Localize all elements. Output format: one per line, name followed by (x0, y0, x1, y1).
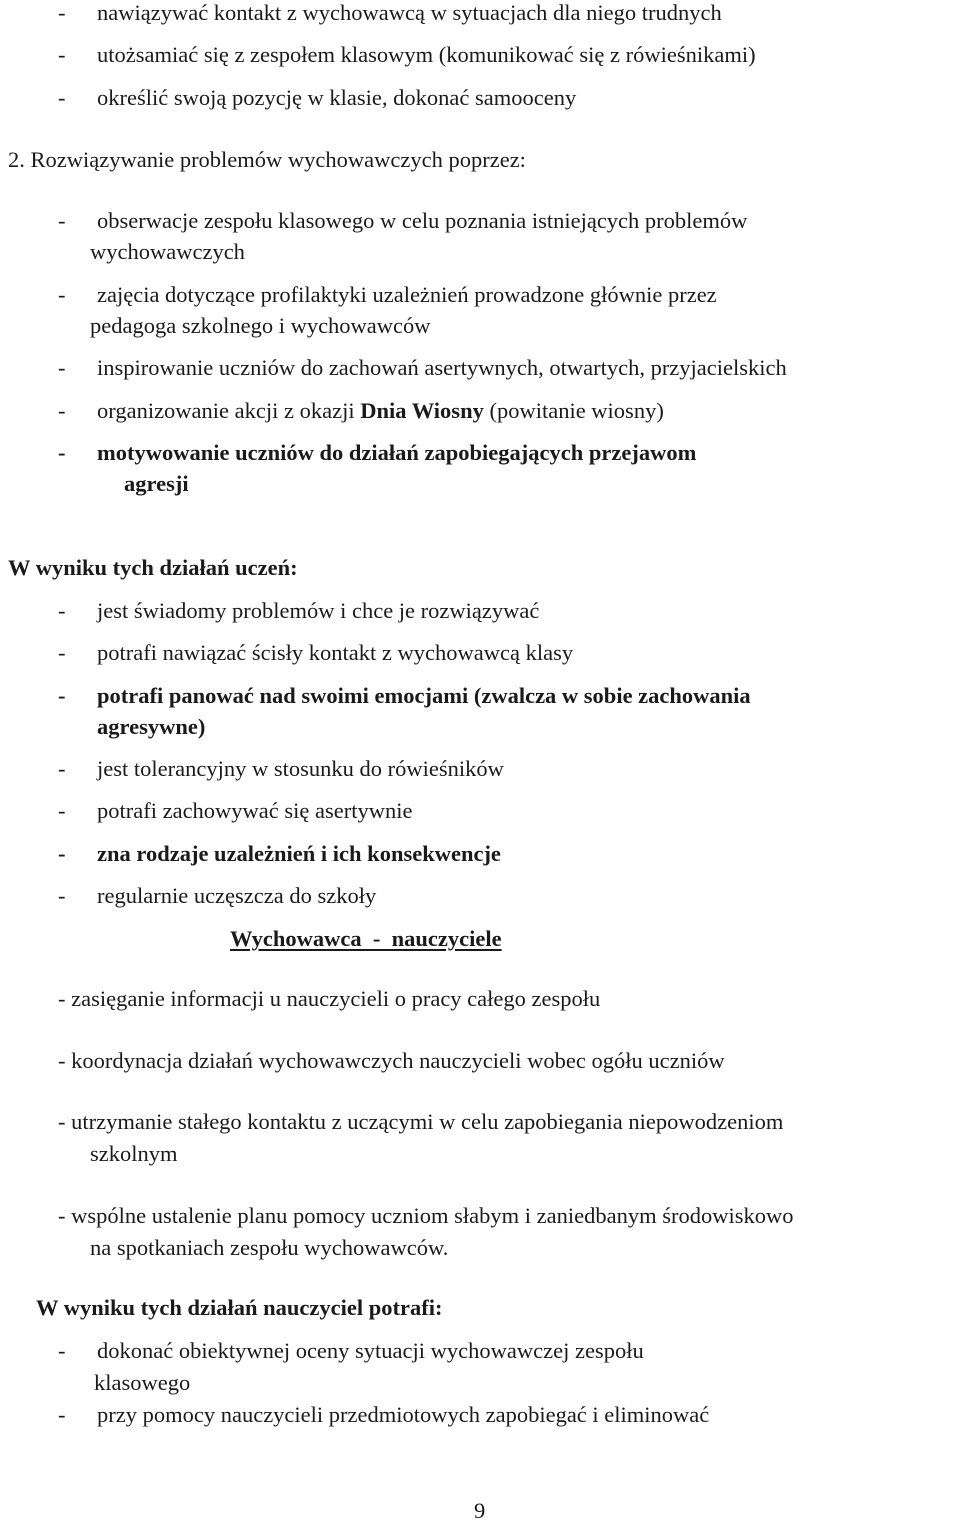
list-item: obserwacje zespołu klasowego w celu poznania istniejących problemów (97, 208, 748, 233)
list-dash: - (58, 1338, 66, 1363)
list-item: jest świadomy problemów i chce je rozwiązywać (97, 598, 540, 623)
section-heading: W wyniku tych działań uczeń: (8, 555, 298, 580)
list-item: - utrzymanie stałego kontaktu z uczącymi w celu zapobiegania niepowodzeniom (58, 1109, 784, 1134)
list-item: zna rodzaje uzależnień i ich konsekwencje (97, 841, 501, 866)
list-item: - koordynacja działań wychowawczych nauczycieli wobec ogółu uczniów (58, 1048, 725, 1073)
list-item: zajęcia dotyczące profilaktyki uzależnień prowadzone głównie przez (97, 282, 717, 307)
list-item: dokonać obiektywnej oceny sytuacji wychowawczej zespołu (97, 1338, 644, 1363)
section-heading: Wychowawca - nauczyciele (230, 926, 502, 951)
list-dash: - (58, 883, 66, 908)
list-item-continuation: agresji (124, 471, 189, 496)
list-dash: - (58, 1402, 66, 1427)
list-item: utożsamiać się z zespołem klasowym (komunikować się z rówieśnikami) (97, 42, 756, 67)
list-item-continuation: klasowego (94, 1370, 191, 1395)
list-item-continuation: pedagoga szkolnego i wychowawców (90, 313, 431, 338)
section-heading: 2. Rozwiązywanie problemów wychowawczych poprzez: (8, 147, 526, 172)
list-dash: - (58, 0, 66, 25)
list-dash: - (58, 798, 66, 823)
list-item: nawiązywać kontakt z wychowawcą w sytuacjach dla niego trudnych (97, 0, 722, 25)
emphasis-text: Dnia Wiosny (360, 398, 484, 423)
list-dash: - (58, 683, 66, 708)
list-item-continuation: wychowawczych (90, 239, 245, 264)
list-item: motywowanie uczniów do działań zapobiegających przejawom (97, 440, 697, 465)
list-item: - wspólne ustalenie planu pomocy uczniom słabym i zaniedbanym środowiskowo (58, 1203, 794, 1228)
list-item-text: organizowanie akcji z okazji (97, 398, 361, 423)
list-item-continuation: agresywne) (97, 714, 206, 739)
list-item: przy pomocy nauczycieli przedmiotowych zapobiegać i eliminować (97, 1402, 710, 1427)
list-item: potrafi nawiązać ścisły kontakt z wychowawcą klasy (97, 640, 574, 665)
list-dash: - (58, 756, 66, 781)
list-dash: - (58, 85, 66, 110)
page-number: 9 (474, 1498, 486, 1523)
list-dash: - (58, 282, 66, 307)
list-item (97, 400, 664, 423)
list-item-text: (powitanie wiosny) (483, 398, 664, 423)
list-dash: - (58, 42, 66, 67)
list-dash: - (58, 208, 66, 233)
list-dash: - (58, 398, 66, 423)
list-item: potrafi panować nad swoimi emocjami (zwalcza w sobie zachowania (97, 683, 751, 708)
list-item: - zasięganie informacji u nauczycieli o pracy całego zespołu (58, 986, 601, 1011)
list-item: określić swoją pozycję w klasie, dokonać samooceny (97, 85, 577, 110)
list-item-continuation: na spotkaniach zespołu wychowawców. (90, 1235, 449, 1260)
list-item: inspirowanie uczniów do zachowań asertywnych, otwartych, przyjacielskich (97, 355, 787, 380)
list-item: jest tolerancyjny w stosunku do rówieśników (97, 756, 504, 781)
list-dash: - (58, 598, 66, 623)
section-heading: W wyniku tych działań nauczyciel potrafi: (36, 1295, 443, 1320)
list-item: potrafi zachowywać się asertywnie (97, 798, 413, 823)
list-dash: - (58, 355, 66, 380)
list-dash: - (58, 841, 66, 866)
list-item-continuation: szkolnym (90, 1141, 178, 1166)
list-item: regularnie uczęszcza do szkoły (97, 883, 377, 908)
list-dash: - (58, 440, 66, 465)
list-dash: - (58, 640, 66, 665)
